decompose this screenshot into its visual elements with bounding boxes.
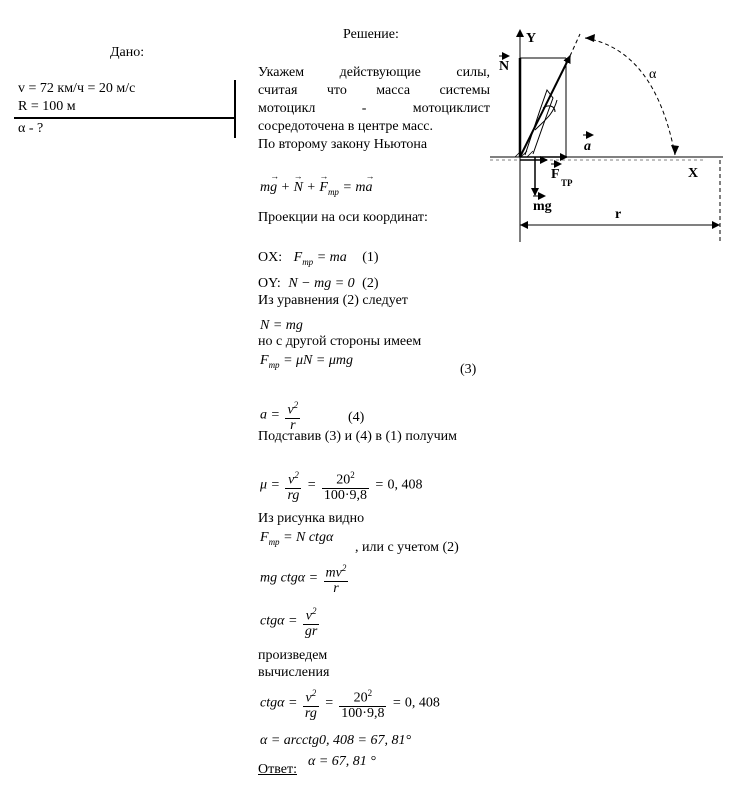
ctg-result: 0, 408 [404, 695, 440, 711]
other-side-text: но с другой стороны имеем [258, 334, 422, 349]
eq1-number: (1) [362, 250, 379, 265]
oy-label: OY: [258, 276, 281, 291]
answer-value: α = 67, 81 ° [308, 754, 376, 769]
alpha-arc [585, 38, 675, 155]
follows-text: Из уравнения (2) следует [258, 293, 408, 308]
acceleration-equation: a = $\frac{v^2}{r}$ [260, 400, 299, 433]
ctg-formula: ctgα = $\frac{v^2}{gr}$ [260, 606, 318, 639]
from-figure-text: Из рисунка видно [258, 511, 365, 526]
eq4-number: (4) [348, 410, 365, 425]
substituting-text: Подставив (3) и (4) в (1) получим [258, 429, 458, 444]
n-equals-mg: N = mg [260, 318, 303, 333]
compute-line1: произведем [258, 648, 328, 663]
label-mg: mg [533, 199, 552, 214]
solution-p1-line4: сосредоточена в центре масс. [258, 119, 433, 134]
eq3-number: (3) [460, 362, 477, 377]
alpha-equation: α = arcctg0, 408 = 67, 81° [260, 733, 412, 748]
ctg-calculation: ctgα = $\frac{v^2}{rg}$ = $\frac{20^2}{100\cdot 9,8}$ = 0, 408 [260, 688, 440, 721]
solution-p1-line3: мотоцикл - мотоциклист [258, 101, 490, 116]
label-ftr: F [551, 167, 560, 182]
friction-ctg-equation: $F_{тр} = N$ ctgα [260, 530, 334, 547]
eq2-number: (2) [362, 276, 379, 291]
solution-p1-line1: Укажем действующие силы, [258, 65, 490, 80]
with-eq2-text: , или с учетом (2) [355, 540, 459, 555]
ground-hatching [515, 151, 533, 157]
solution-newton-intro: По второму закону Ньютона [258, 137, 428, 152]
given-title: Дано: [110, 45, 145, 60]
compute-line2: вычисления [258, 665, 330, 680]
label-ftr-sub: ТР [561, 178, 573, 188]
mg-ctg-equation: mg ctgα = $\frac{mv^2}{r}$ [260, 563, 347, 596]
newton-vector-equation: m→ g + → N + → $F_{тр} = m\to a$ [260, 180, 373, 197]
label-a: a [584, 139, 591, 154]
force-diagram [485, 20, 733, 252]
solution-title: Решение: [343, 27, 399, 42]
motorcyclist-sketch [525, 90, 557, 155]
r-vector [520, 56, 570, 157]
mu-equation: μ = $\frac{v^2}{rg}$ = $\frac{20^2}{100\cdot 9,8}$ = 0, 408 [260, 470, 423, 503]
label-y: Y [526, 31, 537, 46]
label-r: r [615, 207, 622, 222]
solution-p1-line2: считая что масса системы [258, 83, 490, 98]
label-alpha: α [649, 67, 657, 82]
friction-equation: $F_{тр} = \mu N = \mu mg$ [260, 353, 353, 370]
oy-equation: OY: N − mg = 0 (2) [258, 276, 379, 291]
given-divider-horizontal [14, 117, 236, 119]
projections-heading: Проекции на оси координат: [258, 210, 428, 225]
given-unknown: α - ? [18, 121, 44, 136]
ox-equation: OX: $F_{тр}$ = ma (1) [258, 250, 379, 267]
given-radius: R = 100 м [18, 99, 76, 114]
answer-label: Ответ: [258, 762, 297, 777]
given-speed: v = 72 км/ч = 20 м/с [18, 81, 136, 96]
ox-label: OX: [258, 250, 283, 265]
mu-result: 0, 408 [387, 477, 423, 493]
given-divider-vertical [234, 80, 236, 138]
label-x: X [688, 166, 699, 181]
label-n: N [499, 59, 510, 74]
